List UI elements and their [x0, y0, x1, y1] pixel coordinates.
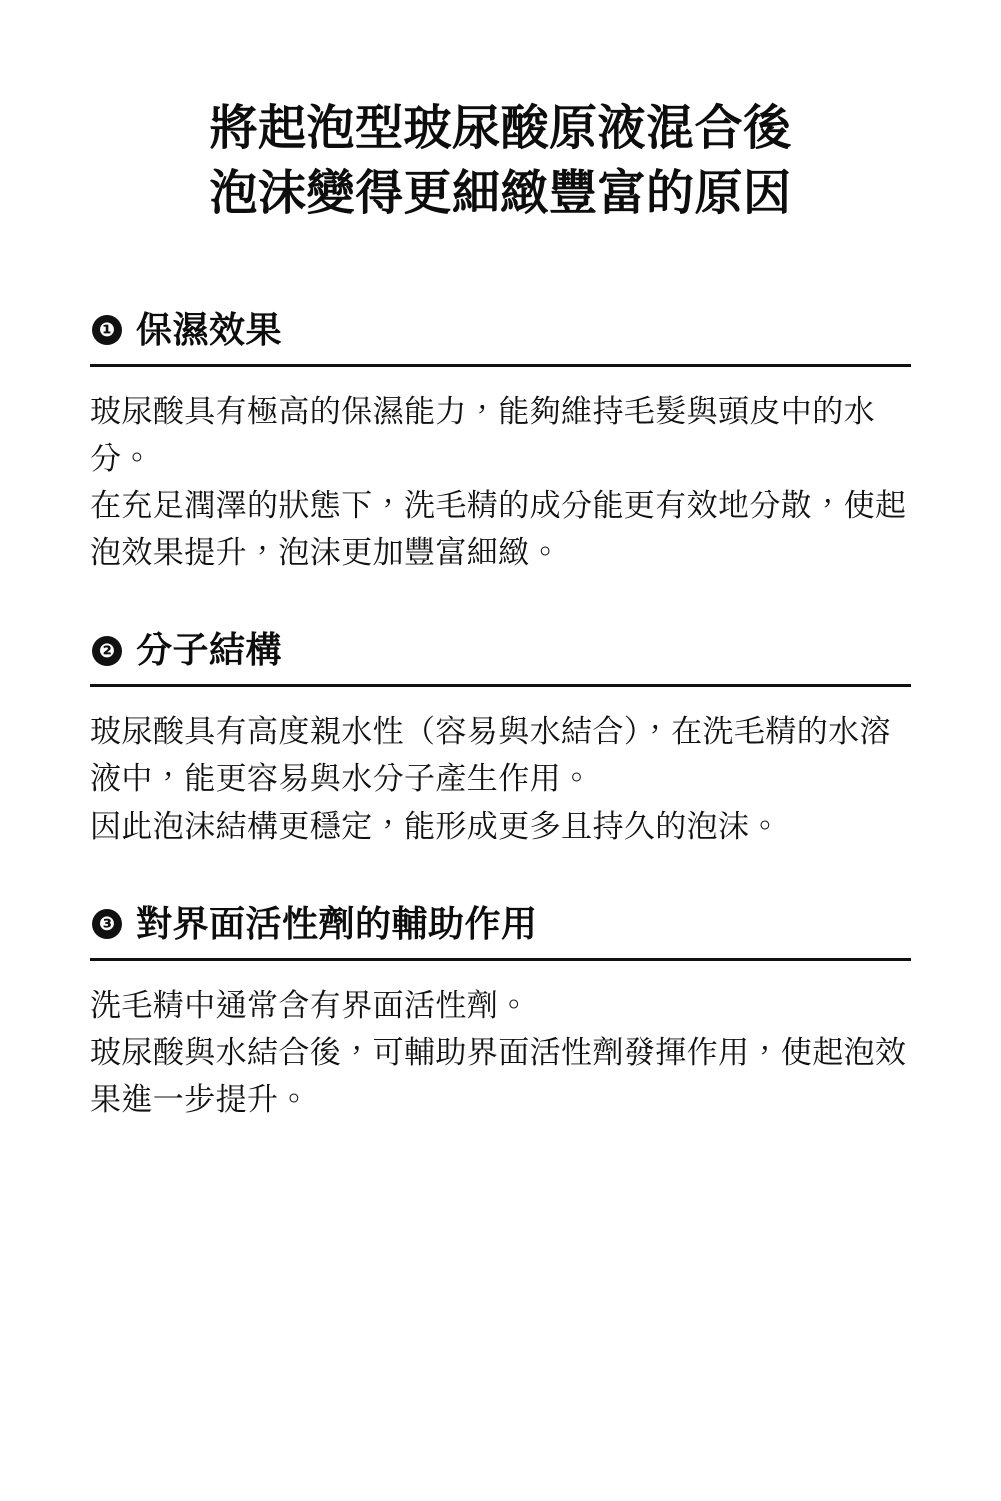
section-3-title: 對界面活性劑的輔助作用: [136, 903, 538, 945]
section-1-body: [90, 389, 911, 577]
page-title: [90, 0, 911, 227]
number-badge-icon: ❶: [92, 315, 122, 345]
section-1-title: 保濕效果: [136, 309, 283, 351]
section-1-paragraph-1: 玻尿酸具有極高的保濕能力，能夠維持毛髮與頭皮中的水分。: [90, 393, 875, 477]
section-2-body: [90, 709, 911, 850]
page-title-line-2: 泡沫變得更細緻豐富的原因: [209, 165, 792, 222]
number-badge-icon: ❷: [92, 636, 122, 666]
section-3-body: [90, 983, 911, 1124]
section-2-divider: [90, 684, 911, 687]
section-1-header: [90, 309, 911, 362]
section-3: [90, 903, 911, 1125]
section-3-paragraph-1: 洗毛精中通常含有界面活性劑。: [90, 987, 530, 1024]
number-badge-icon: ❸: [92, 909, 122, 939]
section-1-divider: [90, 364, 911, 367]
section-2-paragraph-2: 因此泡沫結構更穩定，能形成更多且持久的泡沫。: [90, 808, 781, 845]
section-1: [90, 309, 911, 578]
page-title-line-1: 將起泡型玻尿酸原液混合後: [209, 100, 792, 156]
section-2: [90, 629, 911, 851]
section-2-title: 分子結構: [136, 630, 283, 672]
section-3-divider: [90, 958, 911, 961]
section-3-paragraph-2: 玻尿酸與水結合後，可輔助界面活性劑發揮作用，使起泡效果進一步提升。: [90, 1034, 907, 1119]
section-3-header: [90, 903, 911, 956]
section-1-paragraph-2: 在充足潤澤的狀態下，洗毛精的成分能更有效地分散，使起泡效果提升，泡沫更加豐富細緻。: [90, 487, 907, 572]
section-2-header: [90, 629, 911, 682]
section-2-paragraph-1: 玻尿酸具有高度親水性（容易與水結合），在洗毛精的水溶液中，能更容易與水分子產生作用。: [90, 714, 891, 798]
